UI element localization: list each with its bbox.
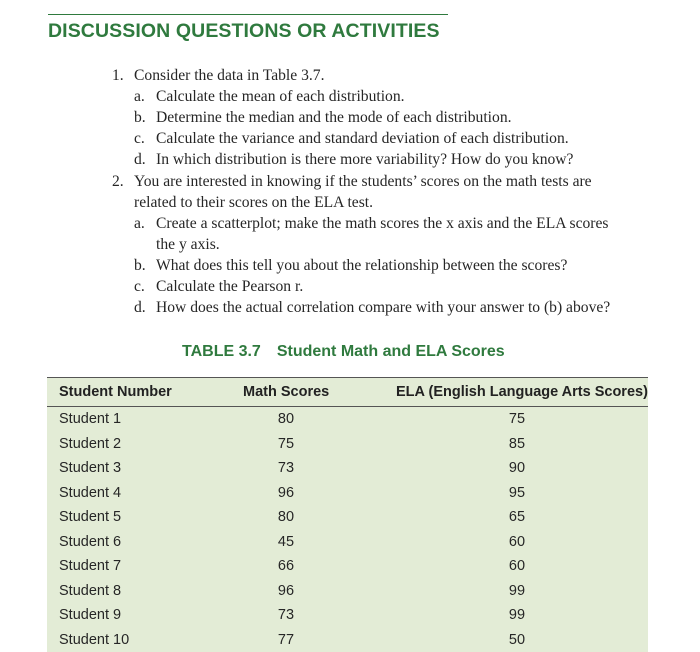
part-text: How does the actual correlation compare with your answer to (b) above? (156, 299, 610, 316)
question-2-continuation: related to their scores on the ELA test. (134, 192, 373, 213)
question-1 (112, 65, 324, 86)
part-text: Calculate the mean of each distribution. (156, 88, 405, 105)
question-number: 1. (112, 65, 134, 86)
table-title (182, 343, 505, 361)
table-caption: Student Math and ELA Scores (277, 343, 505, 360)
part-letter: c. (134, 128, 156, 149)
cell-student: Student 9 (59, 607, 121, 623)
question-1-part-d (134, 149, 573, 170)
question-2-part-a (134, 213, 609, 234)
part-letter: b. (134, 107, 156, 128)
cell-ela: 75 (502, 411, 532, 427)
table-row (47, 530, 648, 555)
top-rule (48, 14, 448, 15)
part-text: Calculate the Pearson r. (156, 278, 303, 295)
header-math-scores: Math Scores (243, 384, 329, 400)
cell-student: Student 7 (59, 558, 121, 574)
part-letter: a. (134, 213, 156, 234)
cell-student: Student 3 (59, 460, 121, 476)
table-row (47, 603, 648, 628)
table-row (47, 554, 648, 579)
part-text: Determine the median and the mode of each distribution. (156, 109, 512, 126)
part-text: Create a scatterplot; make the math scores the x axis and the ELA scores (156, 215, 609, 232)
question-2-part-a-continuation: the y axis. (156, 234, 220, 255)
question-2-part-b (134, 255, 567, 276)
cell-student: Student 2 (59, 436, 121, 452)
question-number: 2. (112, 171, 134, 192)
cell-ela: 60 (502, 534, 532, 550)
part-text: What does this tell you about the relationship between the scores? (156, 257, 567, 274)
cell-student: Student 5 (59, 509, 121, 525)
cell-ela: 90 (502, 460, 532, 476)
table-header (47, 378, 648, 407)
part-text: In which distribution is there more variability? How do you know? (156, 151, 573, 168)
cell-student: Student 1 (59, 411, 121, 427)
table-row (47, 579, 648, 604)
table-row (47, 407, 648, 432)
cell-ela: 99 (502, 583, 532, 599)
cell-math: 73 (273, 460, 299, 476)
cell-math: 66 (273, 558, 299, 574)
table-row (47, 505, 648, 530)
question-text: Consider the data in Table 3.7. (134, 67, 324, 84)
part-letter: d. (134, 149, 156, 170)
cell-math: 96 (273, 485, 299, 501)
question-1-part-c (134, 128, 569, 149)
section-heading: DISCUSSION QUESTIONS OR ACTIVITIES (48, 20, 440, 43)
header-ela-scores: ELA (English Language Arts Scores) (396, 384, 648, 400)
table-row (47, 456, 648, 481)
cell-math: 80 (273, 411, 299, 427)
cell-math: 77 (273, 632, 299, 648)
cell-student: Student 6 (59, 534, 121, 550)
part-text: Calculate the variance and standard deviation of each distribution. (156, 130, 569, 147)
question-1-part-a (134, 86, 405, 107)
table-body (47, 407, 648, 652)
cell-ela: 65 (502, 509, 532, 525)
part-letter: a. (134, 86, 156, 107)
question-1-part-b (134, 107, 512, 128)
table-row (47, 432, 648, 457)
question-text: You are interested in knowing if the students’ scores on the math tests are (134, 173, 592, 190)
cell-student: Student 4 (59, 485, 121, 501)
cell-math: 73 (273, 607, 299, 623)
part-letter: c. (134, 276, 156, 297)
table-row (47, 628, 648, 652)
cell-math: 75 (273, 436, 299, 452)
cell-ela: 99 (502, 607, 532, 623)
question-2-part-c (134, 276, 303, 297)
scores-table (47, 377, 648, 652)
cell-student: Student 10 (59, 632, 129, 648)
cell-student: Student 8 (59, 583, 121, 599)
question-2 (112, 171, 592, 192)
cell-ela: 95 (502, 485, 532, 501)
table-row (47, 481, 648, 506)
table-label: TABLE 3.7 (182, 343, 261, 360)
cell-ela: 50 (502, 632, 532, 648)
part-letter: d. (134, 297, 156, 318)
part-letter: b. (134, 255, 156, 276)
cell-math: 96 (273, 583, 299, 599)
cell-ela: 85 (502, 436, 532, 452)
cell-ela: 60 (502, 558, 532, 574)
header-student-number: Student Number (59, 384, 172, 400)
cell-math: 45 (273, 534, 299, 550)
cell-math: 80 (273, 509, 299, 525)
question-2-part-d (134, 297, 610, 318)
